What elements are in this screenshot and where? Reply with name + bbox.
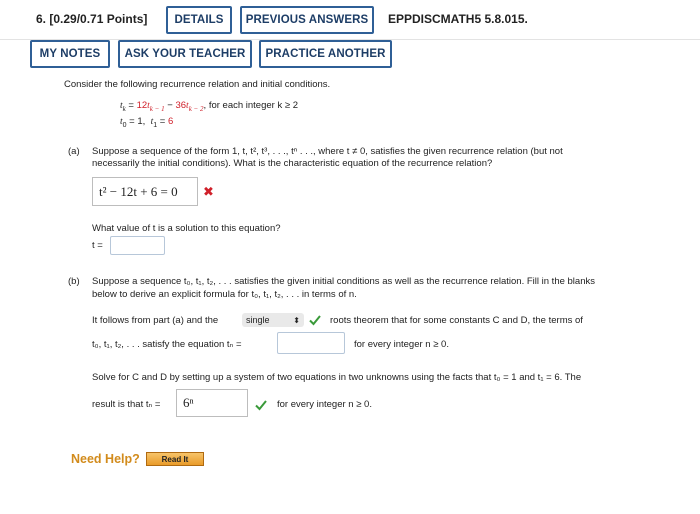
- recurrence-condition: for each integer k ≥ 2: [208, 100, 298, 111]
- part-b-text-1: Suppose a sequence t₀, t₁, t₂, . . . satisfies the given initial conditions as well as the recurrence relation. Fill in the blanks: [92, 276, 595, 287]
- practice-another-button[interactable]: PRACTICE ANOTHER: [259, 40, 392, 68]
- result-prefix: result is that tₙ =: [92, 399, 161, 410]
- correct-check-icon: [309, 314, 321, 326]
- follows-prefix: It follows from part (a) and the: [92, 315, 219, 326]
- problem-code: EPPDISCMATH5 5.8.015.: [388, 12, 528, 26]
- result-answer-value: 6ⁿ: [183, 395, 194, 410]
- question-header: [0, 0, 700, 40]
- part-b-label: (b): [68, 276, 80, 287]
- incorrect-x-icon: ✖: [203, 184, 214, 199]
- question-toolbar: [0, 40, 700, 72]
- result-answer[interactable]: [176, 389, 248, 417]
- intro-text: Consider the following recurrence relation and initial conditions.: [64, 79, 331, 90]
- explicit-formula-input[interactable]: [277, 332, 345, 354]
- part-a-label: (a): [68, 146, 80, 157]
- solve-text: Solve for C and D by setting up a system of two equations in two unknowns using the facts that t₀ = 1 and t₁ = 6. The: [92, 372, 582, 383]
- sequence-prefix: t₀, t₁, t₂, . . . satisfy the equation tₙ =: [92, 339, 242, 350]
- question-number: 6. [0.29/0.71 Points]: [36, 12, 148, 26]
- part-a-text-1: Suppose a sequence of the form 1, t, t², t³, . . ., tⁿ . . ., where t ≠ 0, satisfies the given recurrence relation (but not: [92, 146, 563, 157]
- t-label: t =: [92, 240, 103, 251]
- follows-suffix: roots theorem that for some constants C and D, the terms of: [330, 315, 583, 326]
- part-a-text-2: necessarily the initial conditions). What is the characteristic equation of the recurrence relation?: [92, 158, 493, 169]
- select-arrows-icon: ⬍: [293, 315, 300, 325]
- details-button[interactable]: DETAILS: [166, 6, 232, 34]
- read-it-button[interactable]: Read It: [146, 452, 204, 466]
- for-every-integer-2: for every integer n ≥ 0.: [277, 399, 372, 410]
- part-b-text-2: below to derive an explicit formula for t₀, t₁, t₂, . . . in terms of n.: [92, 289, 357, 300]
- recurrence-line: $t_k = 12t_{k - 1} - 36t_{k - 2}$, for each integer k ≥ 2: [120, 100, 298, 113]
- characteristic-equation-value: t² − 12t + 6 = 0: [99, 183, 178, 199]
- correct-check-icon: [255, 399, 267, 411]
- need-help-label: Need Help?: [71, 452, 140, 466]
- ask-teacher-button[interactable]: ASK YOUR TEACHER: [118, 40, 252, 68]
- my-notes-button[interactable]: MY NOTES: [30, 40, 110, 68]
- t-value-input[interactable]: [110, 236, 165, 255]
- for-every-integer-1: for every integer n ≥ 0.: [354, 339, 449, 350]
- roots-type-select[interactable]: [242, 313, 304, 327]
- previous-answers-button[interactable]: PREVIOUS ANSWERS: [240, 6, 374, 34]
- roots-type-value: single: [246, 315, 270, 325]
- part-a-question-2: What value of t is a solution to this equation?: [92, 223, 281, 234]
- characteristic-equation-answer[interactable]: [92, 177, 198, 206]
- initial-conditions: $t_0 = 1$, $t_1 = 6$: [120, 116, 174, 129]
